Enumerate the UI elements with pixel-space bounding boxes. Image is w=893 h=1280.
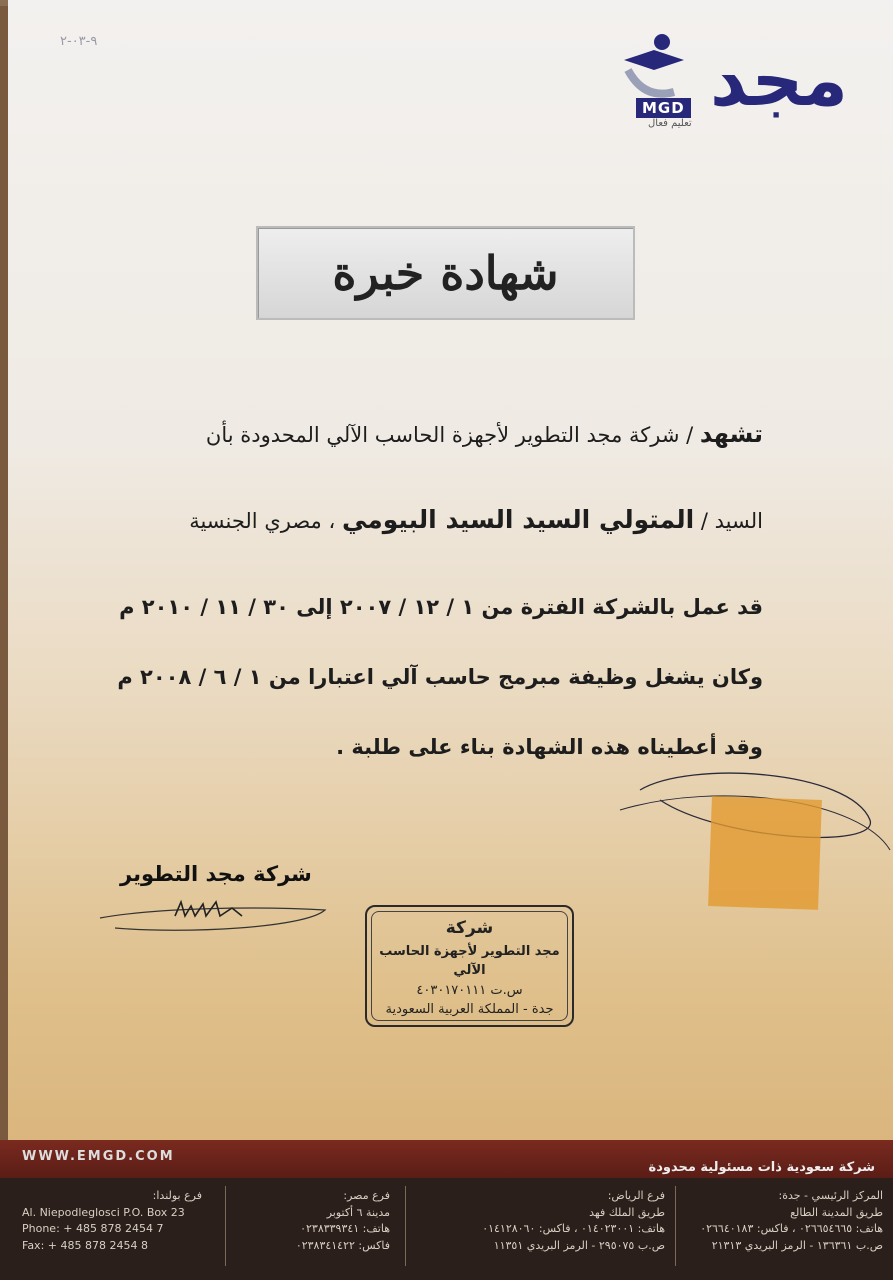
certificate-title-box xyxy=(256,226,635,320)
logo-graduate-icon xyxy=(614,30,694,100)
riyadh-address: طريق الملك فهد xyxy=(589,1205,665,1219)
egypt-address: مدينة ٦ أكتوبر xyxy=(326,1205,390,1219)
nationality: ، مصري الجنسية xyxy=(189,509,342,533)
stamp-line-1: شركة xyxy=(445,918,494,938)
hq-pobox: ص.ب ١٣٦٣٦١ - الرمز البريدي ٢١٣١٣ xyxy=(711,1238,883,1252)
company-statement: / شركة مجد التطوير لأجهزة الحاسب الآلي المحدودة بأن xyxy=(205,423,700,447)
footer-separator xyxy=(405,1186,406,1266)
footer-website: WWW.EMGD.COM xyxy=(22,1149,175,1164)
riyadh-phone: هاتف: ٠١٤٠٢٣٠٠١ ، فاكس: ٠١٤١٢٨٠٦٠ xyxy=(482,1222,665,1235)
footer-separator xyxy=(675,1186,676,1266)
stamp-line-3: س.ت ٤٠٣٠١٧٠١١١ xyxy=(416,982,523,998)
certificate-paper xyxy=(8,0,893,1280)
riyadh-pobox: ص.ب ٢٩٥٠٧٥ - الرمز البريدي ١١٣٥١ xyxy=(493,1238,665,1252)
logo-mgd-badge: MGD xyxy=(636,98,691,118)
mr-prefix: السيد / xyxy=(694,509,763,533)
certificate-line-1 xyxy=(206,420,763,448)
poland-phone: Phone: + 485 878 2454 7 xyxy=(22,1222,164,1235)
attestation-seal-text xyxy=(712,882,868,1067)
egypt-fax: فاكس: ٠٢٣٨٣٤١٤٢٢ xyxy=(295,1238,390,1252)
certificate-line-4: وكان يشغل وظيفة مبرمج حاسب آلي اعتبارا من ١ / ٦ / ٢٠٠٨ م xyxy=(117,665,763,689)
hq-address: طريق المدينة الطالع xyxy=(790,1205,883,1219)
poland-fax: Fax: + 485 878 2454 8 xyxy=(22,1238,148,1252)
hq-title: المركز الرئيسي - جدة: xyxy=(778,1189,883,1202)
footer-egypt-branch xyxy=(250,1188,390,1254)
footer-company-type: شركة سعودية ذات مسئولية محدودة xyxy=(648,1160,875,1175)
footer-poland-branch xyxy=(22,1188,202,1254)
stamp-line-2: مجد التطوير لأجهزة الحاسب الآلي xyxy=(379,943,560,978)
poland-title: فرع بولندا: xyxy=(152,1189,202,1202)
company-logo xyxy=(610,30,870,130)
employee-name: المتولي السيد السيد البيومي xyxy=(341,505,695,534)
logo-tagline: تعليم فعال xyxy=(648,118,692,129)
certify-word: تشهد xyxy=(699,420,763,448)
handwritten-signature xyxy=(95,888,335,938)
logo-wordmark: مجد xyxy=(709,38,848,122)
poland-address: Al. Niepodleglosci P.O. Box 23 xyxy=(22,1205,185,1219)
footer-separator xyxy=(225,1186,226,1266)
hq-phone: هاتف: ٠٢٦٦٥٤٦٦٥ ، فاكس: ٠٢٦٦٤٠١٨٣ xyxy=(700,1222,883,1235)
corner-note: ٩-٠٣-٢ xyxy=(60,34,98,49)
certificate-title: شهادة خبرة xyxy=(332,246,559,300)
footer-hq xyxy=(685,1188,883,1254)
certificate-line-3: قد عمل بالشركة الفترة من ١ / ١٢ / ٢٠٠٧ إلى ٣٠ / ١١ / ٢٠١٠ م xyxy=(119,595,763,619)
certificate-line-5: وقد أعطيناه هذه الشهادة بناء على طلبة . xyxy=(336,735,763,759)
stamp-line-4: جدة - المملكة العربية السعودية xyxy=(385,1002,554,1017)
signature-label: شركة مجد التطوير xyxy=(120,862,312,886)
footer-riyadh-branch xyxy=(420,1188,665,1254)
egypt-phone: هاتف: ٠٢٣٨٣٣٩٣٤١ xyxy=(300,1222,390,1235)
company-stamp xyxy=(365,905,574,1027)
riyadh-title: فرع الرياض: xyxy=(607,1189,665,1202)
egypt-title: فرع مصر: xyxy=(343,1189,390,1202)
certificate-line-2 xyxy=(189,505,763,534)
